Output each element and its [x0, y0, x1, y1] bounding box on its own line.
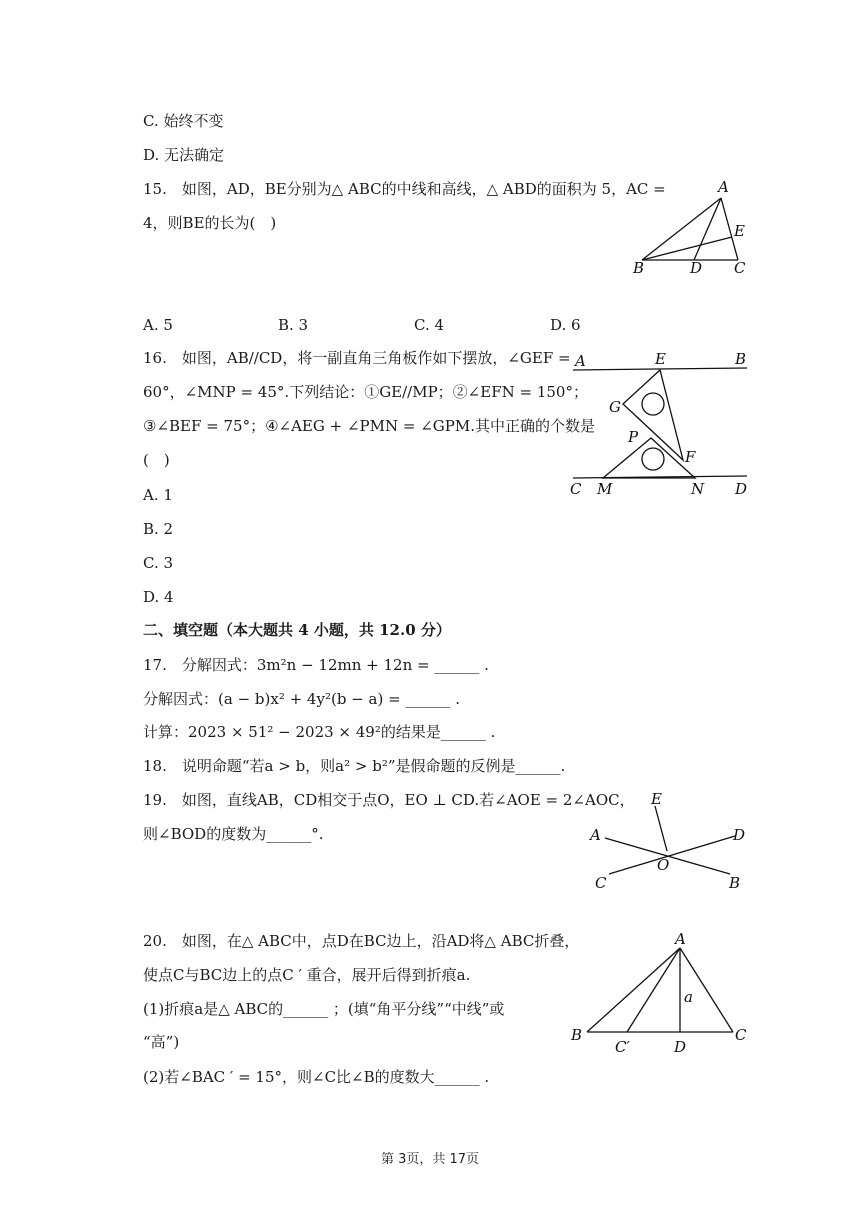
- q17-line3: 计算：2023 × 51² − 2023 × 49²的结果是______ .: [143, 723, 496, 741]
- q19-label-o: O: [657, 856, 670, 874]
- q16-option-a: A. 1: [143, 486, 173, 504]
- q15-triangle-figure: [630, 176, 760, 280]
- q15-option-b: B. 3: [278, 316, 309, 334]
- q20-stem-line4: “高”): [143, 1033, 180, 1051]
- q15-label-d: D: [690, 259, 703, 276]
- q19-label-c: C: [595, 874, 607, 892]
- q19-stem-line1: 19. 如图，直线AB，CD相交于点O，EO ⊥ CD.若∠AOE = 2∠AOC，: [143, 791, 635, 809]
- page-footer: 第 3页，共 17页: [380, 1152, 480, 1167]
- q16-label-b: B: [735, 350, 747, 368]
- q15-label-b: B: [633, 259, 645, 276]
- q20-stem-line5: (2)若∠BAC ′ = 15°，则∠C比∠B的度数大______ .: [143, 1068, 490, 1086]
- q16-option-d: D. 4: [143, 588, 174, 606]
- q19-label-d: D: [733, 826, 746, 844]
- q20-label-b: B: [571, 1026, 583, 1044]
- q15-stem-line1: 15. 如图，AD，BE分别为△ ABC的中线和高线，△ ABD的面积为 5，AC =: [143, 180, 666, 198]
- q20-label-d: D: [674, 1038, 687, 1056]
- q16-label-n: N: [691, 480, 705, 498]
- q20-stem-line2: 使点C与BC边上的点C ′ 重合，展开后得到折痕a.: [143, 966, 471, 984]
- q15-label-a: A: [718, 178, 729, 196]
- q16-label-g: G: [609, 398, 621, 416]
- q16-label-a: A: [575, 352, 586, 370]
- q16-stem-line2: 60°，∠MNP = 45°.下列结论：①GE//MP；②∠EFN = 150°；: [143, 383, 588, 401]
- q16-option-b: B. 2: [143, 520, 174, 538]
- q14-option-d: D. 无法确定: [143, 146, 225, 164]
- q18-line1: 18. 说明命题“若a > b，则a² > b²”是假命题的反例是______.: [143, 757, 566, 775]
- q15-label-e: E: [734, 222, 745, 240]
- q15-option-a: A. 5: [143, 316, 173, 334]
- q15-stem-line2: 4，则BE的长为( ): [143, 214, 277, 232]
- q19-label-e: E: [651, 790, 662, 808]
- q15-label-c: C: [734, 259, 746, 276]
- q16-label-e: E: [655, 350, 666, 368]
- section-fill-blank-heading: 二、填空题（本大题共 4 小题，共 12.0 分）: [143, 621, 451, 639]
- q20-stem-line1: 20. 如图，在△ ABC中，点D在BC边上，沿AD将△ ABC折叠，: [143, 932, 580, 950]
- q17-line2: 分解因式：(a − b)x² + 4y²(b − a) = ______ .: [143, 690, 460, 708]
- q16-triangle-rulers-figure: [565, 348, 755, 504]
- q20-label-crease-a: a: [684, 988, 693, 1006]
- q16-label-d: D: [735, 480, 748, 498]
- q16-stem-line3: ③∠BEF = 75°；④∠AEG + ∠PMN = ∠GPM.其中正确的个数是: [143, 417, 595, 435]
- q19-label-b: B: [729, 874, 741, 892]
- q20-label-c: C: [735, 1026, 747, 1044]
- q16-label-p: P: [628, 428, 639, 446]
- q20-label-a: A: [675, 930, 686, 948]
- q17-line1: 17. 分解因式：3m²n − 12mn + 12n = ______ .: [143, 656, 489, 674]
- q16-label-f: F: [685, 448, 696, 466]
- q16-option-c: C. 3: [143, 554, 174, 572]
- q19-stem-line2: 则∠BOD的度数为______°.: [143, 825, 324, 843]
- q20-label-c-prime: C′: [615, 1038, 630, 1056]
- q14-option-c: C. 始终不变: [143, 112, 224, 130]
- q15-option-d: D. 6: [550, 316, 581, 334]
- q16-stem-line1: 16. 如图，AB//CD，将一副直角三角板作如下摆放，∠GEF =: [143, 349, 571, 367]
- q15-option-c: C. 4: [414, 316, 445, 334]
- q16-label-c: C: [570, 480, 582, 498]
- q20-fold-triangle-figure: [565, 930, 755, 1064]
- q16-stem-line4: ( ): [143, 451, 170, 469]
- q20-stem-line3: (1)折痕a是△ ABC的______ ；(填“角平分线”“中线”或: [143, 1000, 505, 1018]
- q16-label-m: M: [597, 480, 613, 498]
- q19-label-a: A: [590, 826, 601, 844]
- q19-intersecting-lines-figure: [585, 790, 755, 898]
